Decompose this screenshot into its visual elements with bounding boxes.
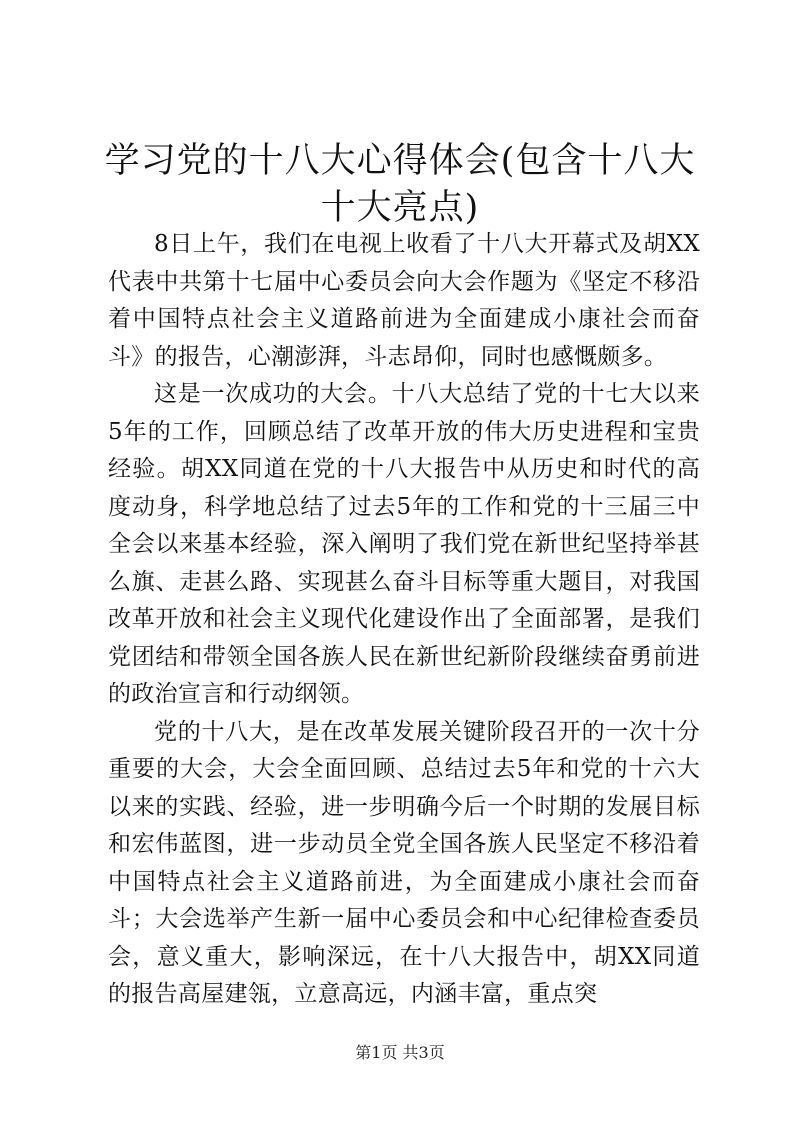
page-indicator: 第1页 共3页	[355, 1043, 445, 1062]
document-title: 学习党的十八大心得体会(包含十八大十大亮点)	[104, 141, 696, 228]
paragraph-2: 这是一次成功的大会。十八大总结了党的十七大以来5年的工作，回顾总结了改革开放的伟大历史进程和宝贵经验。胡XX同道在党的十八大报告中从历史和时代的高度动身，科学地总结了过去5年的工作和党的十三届三中全会以来基本经验，深入阐明了我们党在新世纪坚持举甚么旗、走甚么路、实现甚么奋斗目标等重大题目，对我国改革开放和社会主义现代化建设作出了全面部署，是我们党团结和带领全国各族人民在新世纪新阶段继续奋勇前进的政治宣言和行动纲领。	[108, 381, 700, 707]
paragraph-1: 8日上午，我们在电视上收看了十八大开幕式及胡XX代表中共第十七届中心委员会向大会作题为《坚定不移沿着中国特点社会主义道路前进为全面建成小康社会而奋斗》的报告，心潮澎湃，斗志昂仰，同时也感慨颇多。	[108, 231, 700, 370]
page-footer	[0, 1043, 800, 1063]
paragraph-3: 党的十八大，是在改革发展关键阶段召开的一次十分重要的大会，大会全面回顾、总结过去5年和党的十六大以来的实践、经验，进一步明确今后一个时期的发展目标和宏伟蓝图，进一步动员全党全国各族人民坚定不移沿着中国特点社会主义道路前进，为全面建成小康社会而奋斗；大会选举产生新一届中心委员会和中心纪律检查委员会，意义重大，影响深远，在十八大报告中，胡XX同道的报告高屋建瓴，立意高远，内涵丰富，重点突	[108, 718, 700, 1007]
document-body	[108, 226, 700, 1014]
